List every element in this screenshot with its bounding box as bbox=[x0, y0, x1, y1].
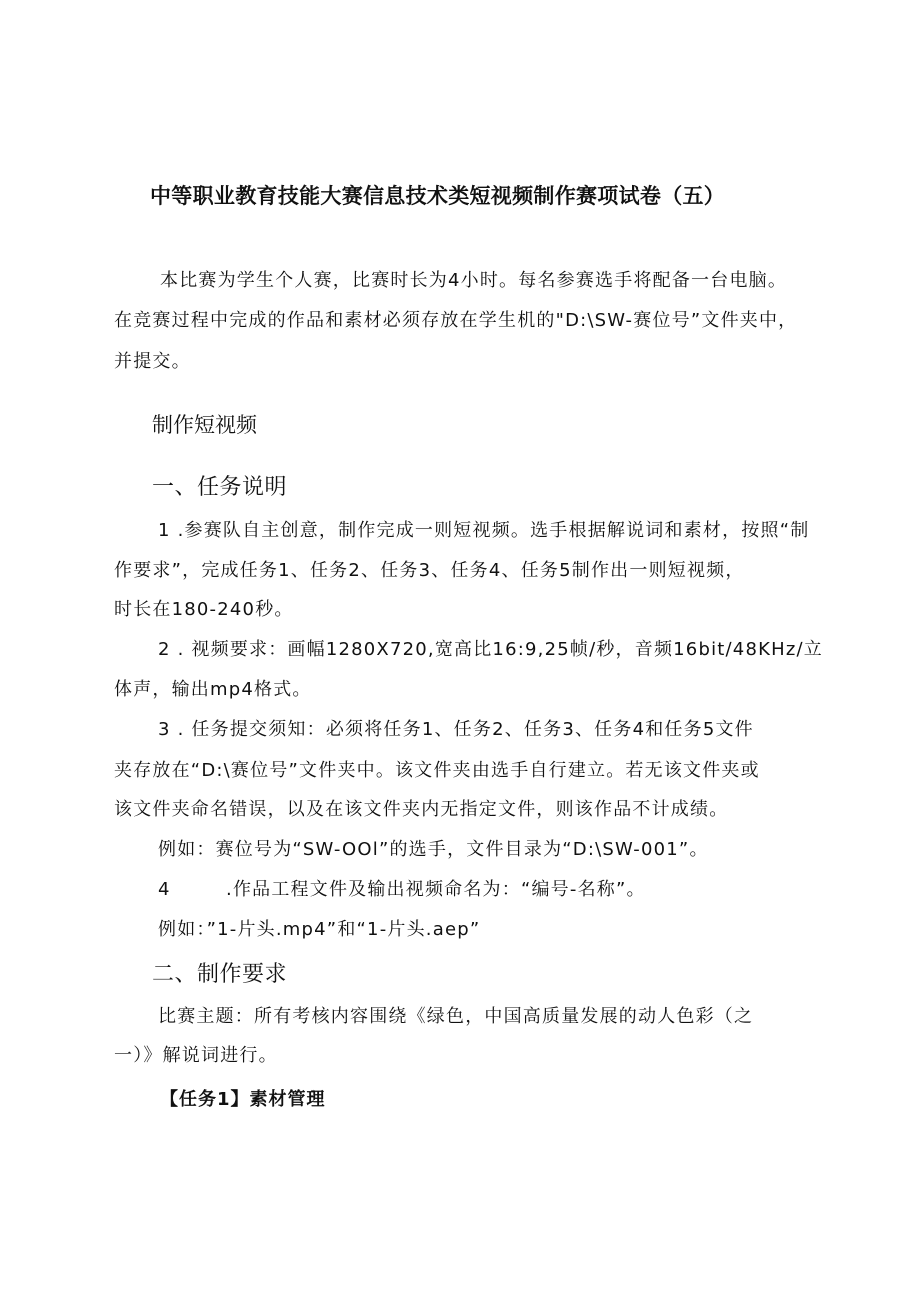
part1-heading: 一、任务说明 bbox=[152, 475, 288, 500]
item3-line-2: 夹存放在“D:\赛位号”文件夹中。该文件夹由选手自行建立。若无该文件夹或 bbox=[114, 760, 760, 781]
document-title: 中等职业教育技能大赛信息技术类短视频制作赛项试卷（五） bbox=[150, 184, 726, 208]
section-title: 制作短视频 bbox=[152, 413, 257, 437]
example-1: 例如：赛位号为“SW-OOl”的选手，文件目录为“D:\SW-001”。 bbox=[158, 839, 709, 860]
item1-line-1: 1 .参赛队自主创意，制作完成一则短视频。选手根据解说词和素材，按照“制 bbox=[158, 520, 810, 541]
intro-line-1: 本比赛为学生个人赛，比赛时长为4小时。每名参赛选手将配备一台电脑。 bbox=[160, 270, 788, 291]
example-2: 例如：”1-片头.mp4”和“1-片头.aep” bbox=[158, 919, 481, 940]
item1-line-3: 时长在180-240秒。 bbox=[114, 599, 294, 620]
item4-line: 4 .作品工程文件及输出视频命名为：“编号-名称”。 bbox=[158, 879, 646, 900]
item2-line-1: 2 . 视频要求：画幅1280X720,宽高比16:9,25帧/秒，音频16bit∕48KHz∕立 bbox=[158, 639, 823, 660]
intro-line-2: 在竞赛过程中完成的作品和素材必须存放在学生机的"D:\SW-赛位号”文件夹中， bbox=[114, 310, 798, 331]
item1-line-2: 作要求”，完成任务1、任务2、任务3、任务4、任务5制作出一则短视频， bbox=[114, 560, 745, 581]
theme-line-1: 比赛主题：所有考核内容围绕《绿色，中国高质量发展的动人色彩（之 bbox=[158, 1006, 754, 1027]
intro-line-3: 并提交。 bbox=[114, 351, 191, 372]
task1-label: 【任务1】素材管理 bbox=[160, 1089, 326, 1110]
item3-line-3: 该文件夹命名错误，以及在该文件夹内无指定文件，则该作品不计成绩。 bbox=[114, 799, 729, 820]
theme-line-2: 一）》解说词进行。 bbox=[114, 1045, 278, 1066]
item2-line-2: 体声，输出mp4格式。 bbox=[114, 679, 312, 700]
item3-line-1: 3 . 任务提交须知：必须将任务1、任务2、任务3、任务4和任务5文件 bbox=[158, 719, 754, 740]
part2-heading: 二、制作要求 bbox=[152, 962, 288, 987]
